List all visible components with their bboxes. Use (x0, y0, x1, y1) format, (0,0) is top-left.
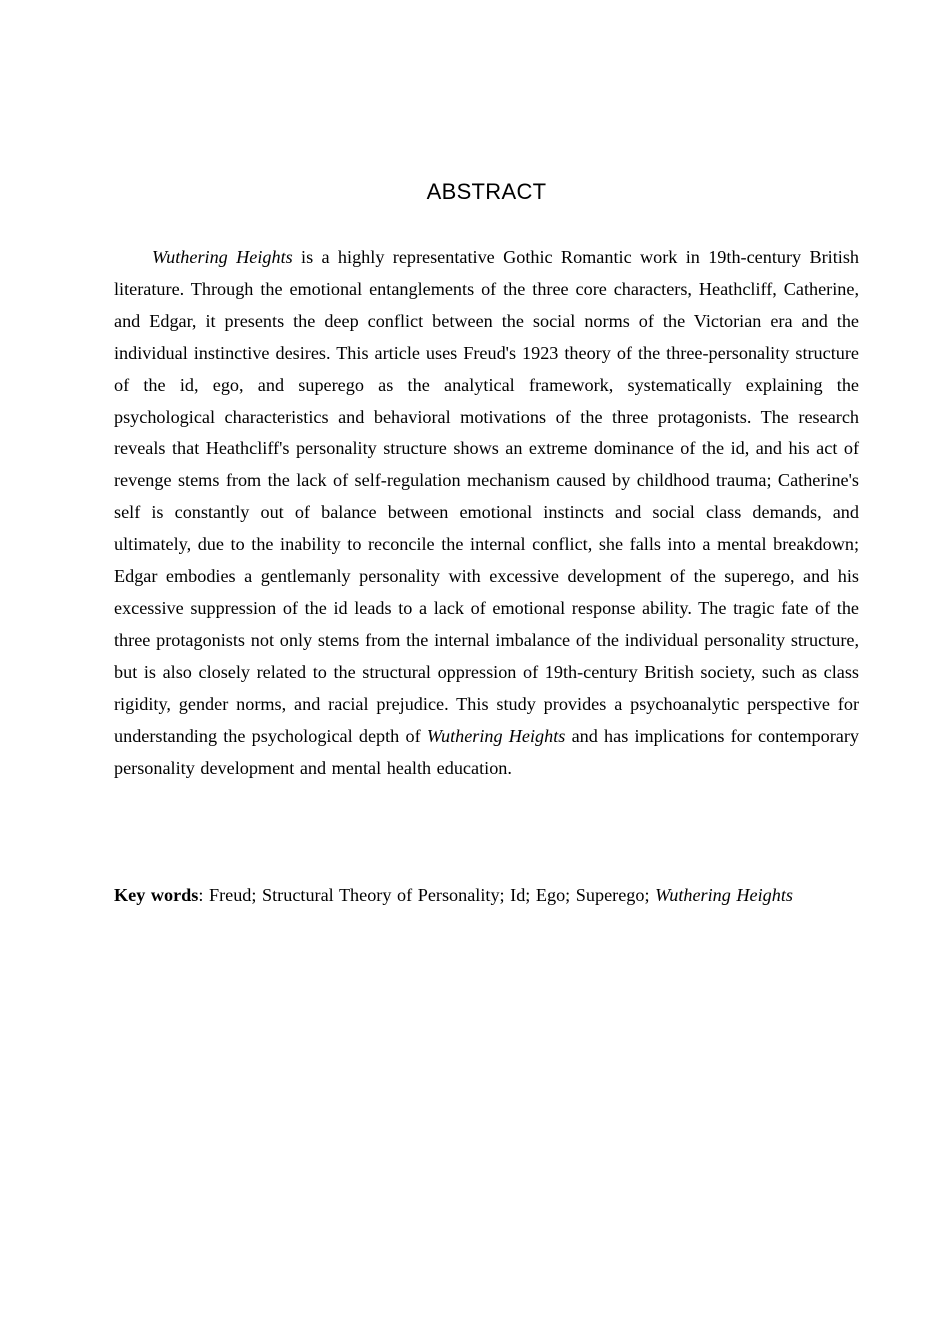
abstract-text-part-1: is a highly representative Gothic Romantic work in 19th-century British literature. Through the emotional entanglements of the three core characters, Heathcliff, Catherine, and Edgar, it presents the deep conflict between the social norms of the Victorian era and the individual instinctive desires. This article uses Freud's 1923 theory of the three-personality structure of the id, ego, and superego as the analytical framework, systematically explaining the psychological characteristics and behavioral motivations of the three protagonists. The research reveals that Heathcliff's personality structure shows an extreme dominance of the id, and his act of revenge stems from the lack of self-regulation mechanism caused by childhood trauma; Catherine's self is constantly out of balance between emotional instincts and social class demands, and ultimately, due to the inability to reconcile the internal conflict, she falls into a mental breakdown; Edgar embodies a gentlemanly personality with excessive development of the superego, and his excessive suppression of the id leads to a lack of emotional response ability. The tragic fate of the three protagonists not only stems from the internal imbalance of the individual personality structure, but is also closely related to the structural oppression of 19th-century British society, such as class rigidity, gender norms, and racial prejudice. This study provides a psychoanalytic perspective for understanding the psychological depth of (114, 247, 859, 746)
keywords-label: Key words (114, 885, 199, 905)
keywords-list: Freud; Structural Theory of Personality; Id; Ego; Superego; (208, 885, 656, 905)
abstract-text-part-2: and has implications for contemporary personality development and mental health education. (114, 725, 859, 778)
keywords-line (114, 880, 859, 912)
book-title: Wuthering Heights (152, 247, 293, 267)
abstract-heading: ABSTRACT (426, 179, 547, 204)
book-title: Wuthering Heights (426, 725, 566, 746)
abstract-paragraph (114, 242, 859, 784)
keywords-separator: : (198, 885, 209, 905)
keywords-book-title: Wuthering Heights (655, 885, 793, 905)
